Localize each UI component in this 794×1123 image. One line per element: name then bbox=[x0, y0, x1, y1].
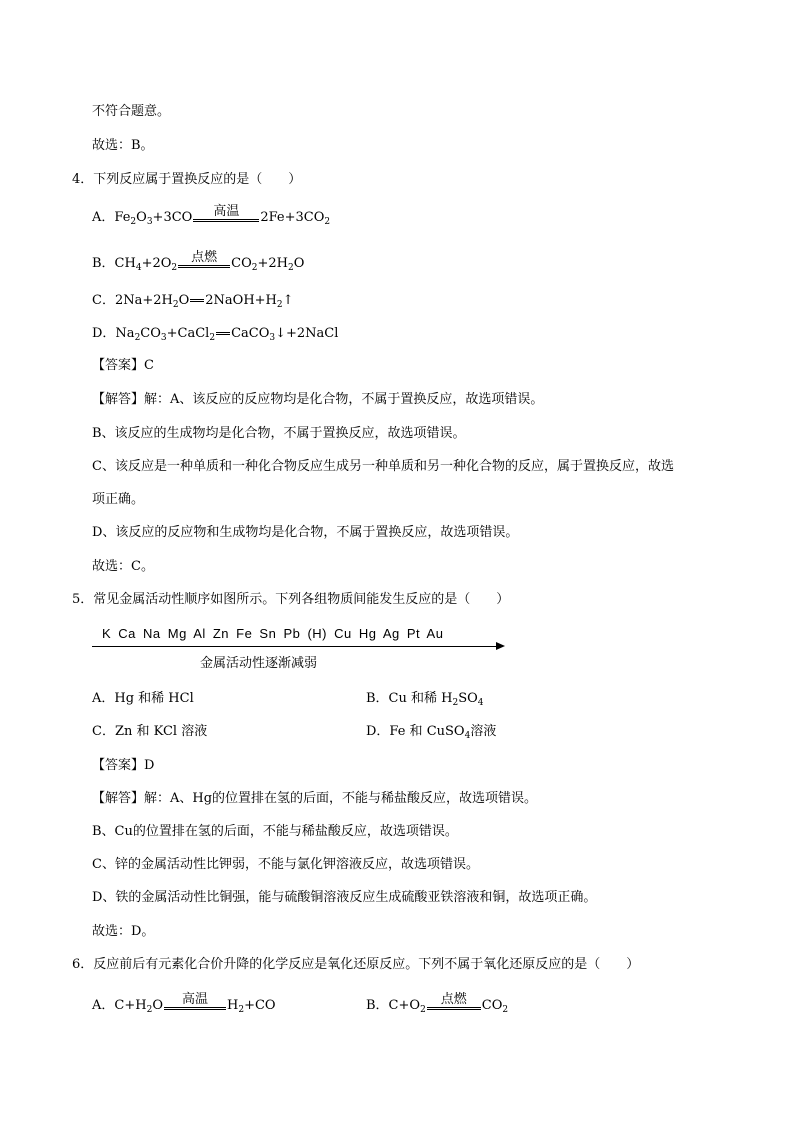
explanation-line: 项正确。 bbox=[92, 492, 145, 507]
q5-option-b: B．Cu 和稀 $H_2SO_4$ bbox=[366, 691, 484, 708]
arrow-caption: 金属活动性逐渐减弱 bbox=[200, 655, 318, 670]
q4-option-d: D．$Na_2CO_3+CaCl_2$ CaCO$_3$↓+2NaCl bbox=[92, 326, 339, 343]
text-line: 故选：B。 bbox=[92, 138, 154, 153]
metal-series: K Ca Na Mg Al Zn Fe Sn Pb (H) Cu Hg Ag Pt Au bbox=[102, 626, 444, 641]
q4-option-a: A．$Fe_2O_3+3CO$ 高温 $2Fe+3CO_2$ bbox=[92, 204, 331, 227]
selection-4: 故选：C。 bbox=[92, 559, 154, 574]
explanation-line: C、锌的金属活动性比钾弱，不能与氯化钾溶液反应，故选项错误。 bbox=[92, 857, 479, 872]
question-5-stem: 5．常见金属活动性顺序如图所示。下列各组物质间能发生反应的是（ ） bbox=[72, 592, 510, 607]
q6-option-b: B．$C+O_2$ 点燃 $CO_2$ bbox=[366, 992, 509, 1015]
answer-4: 【答案】C bbox=[92, 358, 154, 373]
q6-option-a: A．$C+H_2O$ 高温 $H_2+CO$ bbox=[92, 992, 276, 1015]
explanation-line: B、Cu的位置排在氢的后面，不能与稀盐酸反应，故选项错误。 bbox=[92, 824, 458, 839]
explanation-line: 【解答】解：A、Hg的位置排在氢的后面，不能与稀盐酸反应，故选项错误。 bbox=[92, 791, 538, 806]
q5-option-c: C．Zn 和 KCl 溶液 bbox=[92, 724, 208, 739]
selection-5: 故选：D。 bbox=[92, 924, 155, 939]
condition-high-temp: 高温 bbox=[181, 992, 208, 1007]
condition-ignite: 点燃 bbox=[191, 250, 218, 265]
q4-option-c: C．$2Na+2H_2O$ $2NaOH+H_2↑$ bbox=[92, 293, 294, 310]
metal-activity-figure bbox=[92, 628, 512, 670]
question-6-stem: 6．反应前后有元素化合价升降的化学反应是氧化还原反应。下列不属于氧化还原反应的是（ ） bbox=[72, 957, 640, 972]
explanation-line: D、该反应的反应物和生成物均是化合物，不属于置换反应，故选项错误。 bbox=[92, 525, 519, 540]
condition-ignite: 点燃 bbox=[440, 992, 467, 1007]
q5-option-d: D．Fe 和 CuSO$_4$溶液 bbox=[366, 724, 497, 741]
text-line: 不符合题意。 bbox=[92, 104, 171, 119]
arrow-head-icon bbox=[496, 642, 505, 650]
explanation-line: B、该反应的生成物均是化合物，不属于置换反应，故选项错误。 bbox=[92, 426, 466, 441]
answer-5: 【答案】D bbox=[92, 758, 155, 773]
arrow-line bbox=[92, 646, 502, 647]
q4-option-b: B．$CH_4+2O_2$ 点燃 $CO_2+2H_2O$ bbox=[92, 250, 305, 273]
q5-option-a: A．Hg 和稀 HCl bbox=[92, 691, 194, 706]
explanation-line: 【解答】解：A、该反应的反应物均是化合物，不属于置换反应，故选项错误。 bbox=[92, 392, 544, 407]
explanation-line: D、铁的金属活动性比铜强，能与硫酸铜溶液反应生成硫酸亚铁溶液和铜，故选项正确。 bbox=[92, 890, 597, 905]
question-4-stem: 4．下列反应属于置换反应的是（ ） bbox=[72, 172, 302, 187]
condition-high-temp: 高温 bbox=[213, 204, 240, 219]
explanation-line: C、该反应是一种单质和一种化合物反应生成另一种单质和另一种化合物的反应，属于置换反应，故选 bbox=[92, 459, 674, 474]
